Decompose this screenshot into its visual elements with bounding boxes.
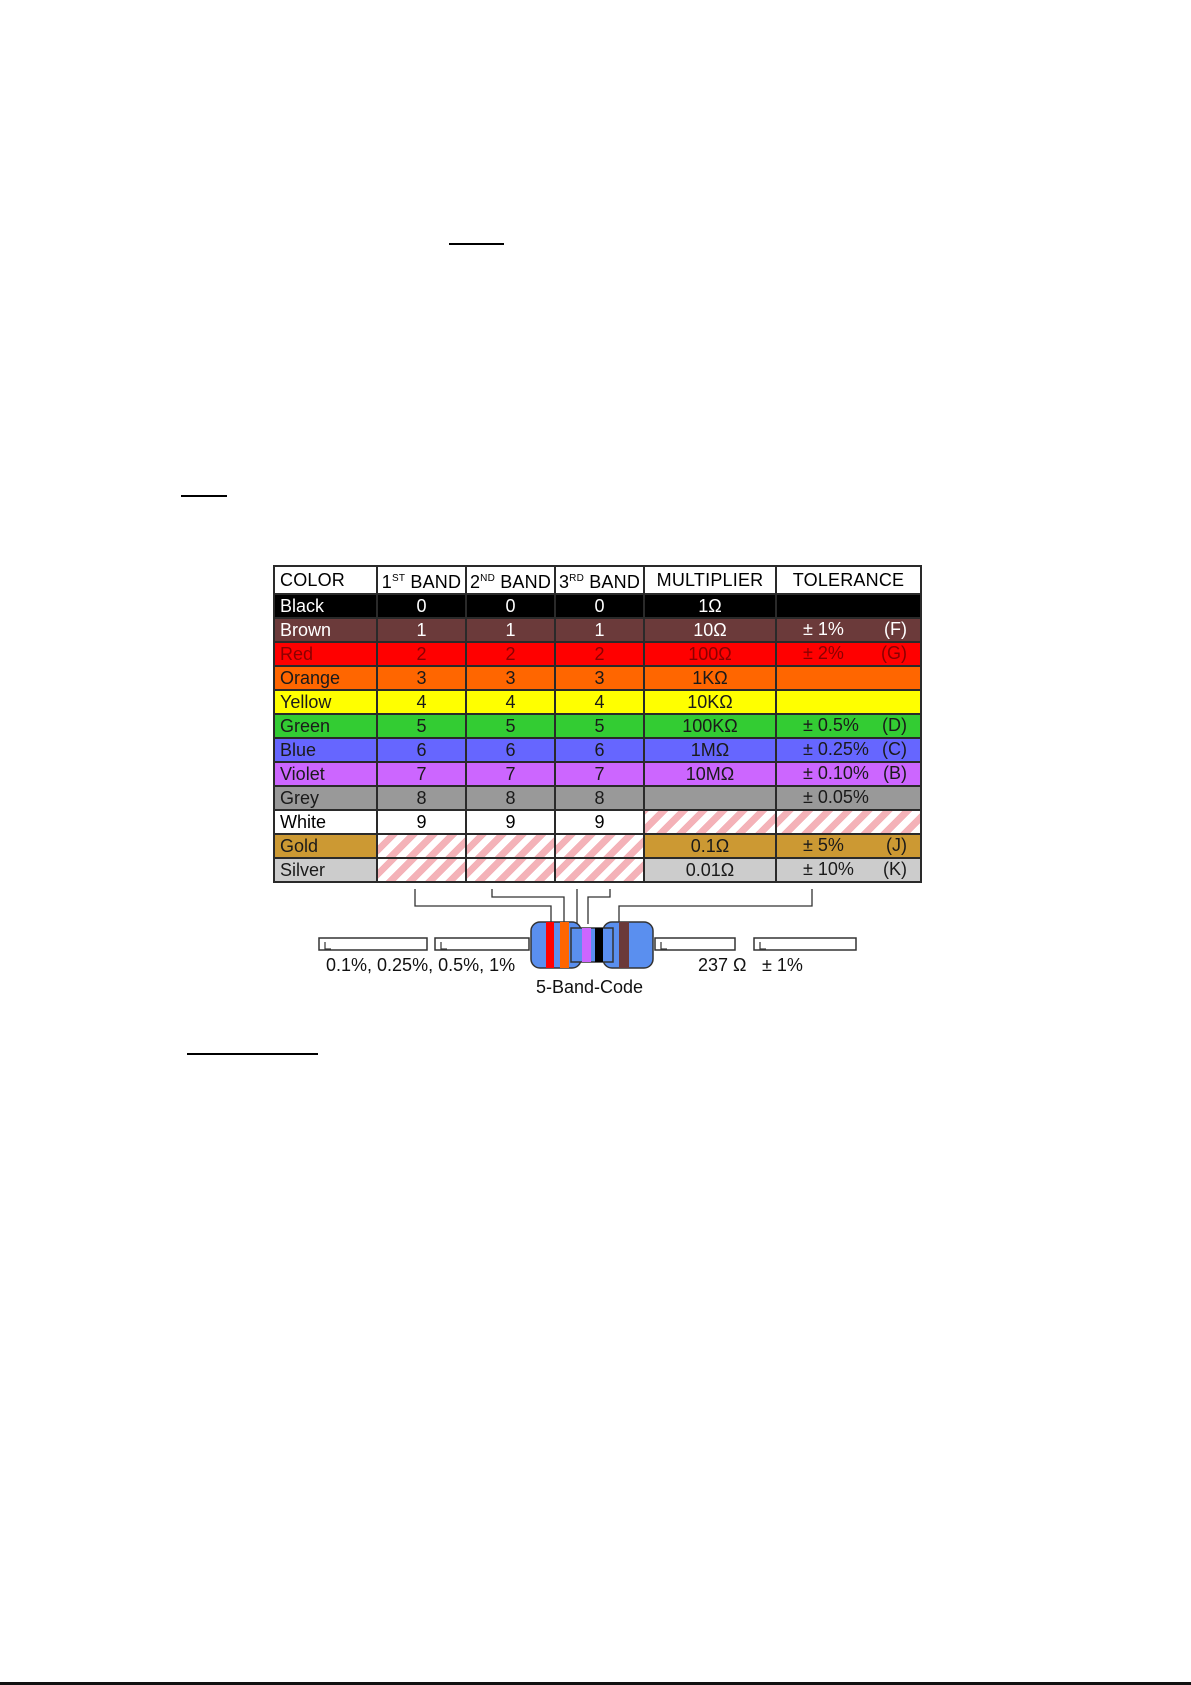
band-digit-cell: 2 (377, 642, 466, 666)
table-row (274, 738, 921, 762)
tolerance-value: ± 0.25% (803, 739, 869, 759)
header-color: COLOR (274, 566, 377, 594)
color-name-cell: White (274, 810, 377, 834)
resistor-body-middle (571, 928, 613, 962)
multiplier-cell: 1Ω (644, 594, 776, 618)
band-digit-cell: 9 (555, 810, 644, 834)
resistor-band (546, 922, 554, 968)
band-digit-cell: 0 (377, 594, 466, 618)
tolerance-cell (776, 690, 921, 714)
band-digit-cell (377, 834, 466, 858)
band-digit-cell: 1 (555, 618, 644, 642)
tolerance-code: (J) (886, 835, 907, 855)
band-digit-cell: 3 (377, 666, 466, 690)
underline-2 (181, 495, 227, 497)
color-name-cell: Yellow (274, 690, 377, 714)
tolerance-cell (776, 642, 921, 666)
multiplier-cell: 100KΩ (644, 714, 776, 738)
multiplier-cell: 1KΩ (644, 666, 776, 690)
color-name-cell: Gold (274, 834, 377, 858)
lead-segment (435, 938, 529, 950)
table-header-row (274, 566, 921, 594)
tolerance-cell (776, 666, 921, 690)
band-digit-cell: 8 (466, 786, 555, 810)
band-digit-cell: 4 (555, 690, 644, 714)
table-row (274, 690, 921, 714)
tolerance-cell (776, 618, 921, 642)
tolerance-cell (776, 786, 921, 810)
band-digit-cell (555, 858, 644, 882)
table-row (274, 858, 921, 882)
resistor-color-code-figure (264, 563, 924, 1008)
tolerance-code: (C) (882, 739, 907, 759)
tolerance-value: ± 5% (803, 835, 844, 855)
lead-segment (754, 938, 856, 950)
band-digit-cell (555, 834, 644, 858)
band-digit-cell: 6 (466, 738, 555, 762)
tolerance-cell (776, 738, 921, 762)
color-name-cell: Silver (274, 858, 377, 882)
band-digit-cell: 2 (466, 642, 555, 666)
color-name-cell: Red (274, 642, 377, 666)
band-digit-cell: 9 (377, 810, 466, 834)
tolerance-code: (F) (884, 619, 907, 639)
tolerance-value-label: ± 1% (762, 955, 803, 975)
tolerance-options-label: 0.1%, 0.25%, 0.5%, 1% (326, 955, 516, 975)
resistor-band (582, 928, 591, 962)
table-row (274, 714, 921, 738)
resistance-value-label: 237 Ω (698, 955, 747, 975)
band-digit-cell: 5 (555, 714, 644, 738)
color-name-cell: Blue (274, 738, 377, 762)
band-digit-cell (466, 834, 555, 858)
resistor-title: 5-Band-Code (536, 977, 644, 997)
connector-lines (415, 889, 812, 924)
band-digit-cell: 9 (466, 810, 555, 834)
header-band-3: 3RD BAND (555, 566, 644, 594)
band-digit-cell: 0 (555, 594, 644, 618)
tolerance-value: ± 0.5% (803, 715, 859, 735)
table-row (274, 762, 921, 786)
tolerance-code: (G) (881, 643, 907, 663)
header-tolerance: TOLERANCE (776, 566, 921, 594)
color-name-cell: Brown (274, 618, 377, 642)
color-name-cell: Black (274, 594, 377, 618)
underline-1 (449, 243, 504, 245)
band-digit-cell: 1 (466, 618, 555, 642)
color-code-table (273, 565, 922, 883)
tolerance-cell (776, 714, 921, 738)
band-digit-cell: 4 (466, 690, 555, 714)
tolerance-cell (776, 834, 921, 858)
band-digit-cell: 5 (377, 714, 466, 738)
resistor-band (595, 928, 603, 962)
tolerance-value: ± 1% (803, 619, 844, 639)
band-digit-cell (466, 858, 555, 882)
band-digit-cell: 4 (377, 690, 466, 714)
multiplier-cell: 100Ω (644, 642, 776, 666)
lead-segment (655, 938, 735, 950)
band-digit-cell: 3 (555, 666, 644, 690)
multiplier-cell (644, 810, 776, 834)
multiplier-cell: 1MΩ (644, 738, 776, 762)
table-body (274, 594, 921, 882)
underline-3 (187, 1053, 318, 1055)
tolerance-code: (B) (883, 763, 907, 783)
tolerance-cell (776, 594, 921, 618)
tolerance-code: (K) (883, 859, 907, 879)
table-row (274, 786, 921, 810)
header-band-1: 1ST BAND (377, 566, 466, 594)
multiplier-cell: 10KΩ (644, 690, 776, 714)
band-digit-cell: 8 (377, 786, 466, 810)
resistor-band (619, 922, 629, 968)
band-digit-cell: 8 (555, 786, 644, 810)
band-digit-cell: 5 (466, 714, 555, 738)
multiplier-cell: 0.1Ω (644, 834, 776, 858)
table-row (274, 810, 921, 834)
resistor-band (560, 922, 569, 968)
color-name-cell: Violet (274, 762, 377, 786)
band-digit-cell: 7 (377, 762, 466, 786)
tolerance-code: (D) (882, 715, 907, 735)
tolerance-cell (776, 810, 921, 834)
band-digit-cell: 2 (555, 642, 644, 666)
table-row (274, 834, 921, 858)
header-multiplier: MULTIPLIER (644, 566, 776, 594)
tolerance-value: ± 10% (803, 859, 854, 879)
band-digit-cell: 3 (466, 666, 555, 690)
color-name-cell: Green (274, 714, 377, 738)
band-digit-cell: 6 (555, 738, 644, 762)
lead-segment (319, 938, 427, 950)
multiplier-cell (644, 786, 776, 810)
color-name-cell: Orange (274, 666, 377, 690)
band-digit-cell: 6 (377, 738, 466, 762)
tolerance-value: ± 2% (803, 643, 844, 663)
header-band-2: 2ND BAND (466, 566, 555, 594)
band-digit-cell: 7 (555, 762, 644, 786)
band-digit-cell (377, 858, 466, 882)
tolerance-cell (776, 762, 921, 786)
table-row (274, 666, 921, 690)
color-name-cell: Grey (274, 786, 377, 810)
multiplier-cell: 10MΩ (644, 762, 776, 786)
band-digit-cell: 0 (466, 594, 555, 618)
table-row (274, 594, 921, 618)
multiplier-cell: 10Ω (644, 618, 776, 642)
tolerance-value: ± 0.10% (803, 763, 869, 783)
table-row (274, 642, 921, 666)
tolerance-value: ± 0.05% (803, 787, 869, 807)
multiplier-cell: 0.01Ω (644, 858, 776, 882)
band-digit-cell: 7 (466, 762, 555, 786)
tolerance-cell (776, 858, 921, 882)
table-row (274, 618, 921, 642)
band-digit-cell: 1 (377, 618, 466, 642)
